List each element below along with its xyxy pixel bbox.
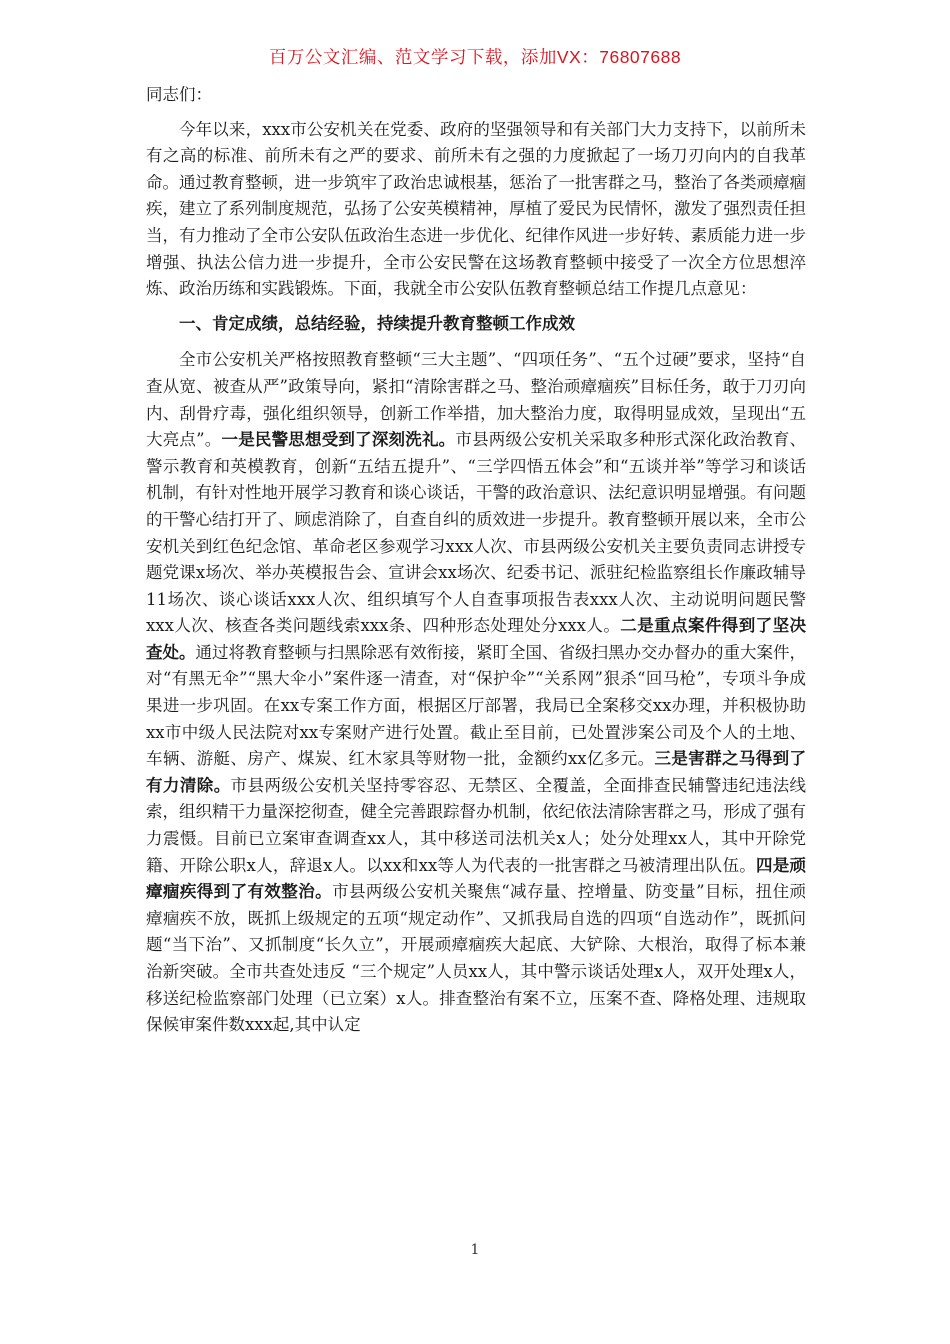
- highlight-3: 三是害群之马得到了有力清除。: [146, 749, 806, 795]
- highlight-1: 一是民警思想受到了深刻洗礼。: [221, 430, 456, 450]
- page-number: 1: [470, 1242, 480, 1258]
- document-body: [146, 82, 806, 1039]
- salutation: 同志们：: [146, 85, 212, 104]
- p1-text-d: 通过将教育整顿与扫黑除恶有效衔接，紧盯全国、省级扫黑办交办督办的重大案件，对“有黑无伞”“黑大伞小”案件逐一清查，对“保护伞”“关系网”狠杀“回马枪”，专项斗争成果进一步巩固。在xx专案工作方面，根据区厅部署，我局已全案移交xx办理，并积极协助xx市中级人民法院对xx专案财产进行处置。截止至目前，已处置涉案公司及个人的土地、车辆、游艇、房产、煤炭、红木家具等财物一批，金额约xx亿多元。: [146, 642, 806, 769]
- p1-text-a: 全市公安机关严格按照教育整顿“三大主题”、“四项任务”、“五个过硬”要求，坚持“自查从宽、被查从严”政策导向，紧扣“清除害群之马、整治顽瘴痼疾”目标任务，敢于刀刃向内、刮骨疗毒，强化组织领导，创新工作举措，加大整治力度，取得明显成效，呈现出“五大亮点”。: [146, 350, 806, 450]
- section-heading-1: 一、肯定成绩，总结经验，持续提升教育整顿工作成效: [179, 313, 575, 333]
- p1-text-e: 市县两级公安机关坚持零容忍、无禁区、全覆盖，全面排查民辅警违纪违法线索，组织精干力量深挖彻查，健全完善跟踪督办机制，依纪依法清除害群之马，形成了强有力震慑。目前已立案审查调查xx人，其中移送司法机关x人；处分处理xx人，其中开除党籍、开除公职x人，辞退x人。以xx和xx等人为代表的一批害群之马被清理出队伍。: [146, 775, 807, 875]
- highlight-4: 四是顽瘴痼疾得到了有效整治。: [146, 855, 806, 902]
- p1-text-f: 市县两级公安机关聚焦“减存量、控增量、防变量”目标，扭住顽瘴痼疾不放，既抓上级规定的五项“规定动作”、又抓我局自选的四项“自选动作”，既抓问题“当下治”、又抓制度“长久立”，开展顽瘴痼疾大起底、大铲除、大根治，取得了标本兼治新突破。全市共查处违反 “三个规定”人员xx人，其中警示谈话处理x人，双开处理x人，移送纪检监察部门处理（已立案）x人。排查整治有案不立，压案不查、降格处理、违规取保候审案件数xxx起,其中认定: [146, 882, 807, 1035]
- intro-paragraph: 今年以来，xxx市公安机关在党委、政府的坚强领导和有关部门大力支持下，以前所未有之高的标准、前所未有之严的要求、前所未有之强的力度掀起了一场刀刃向内的自我革命。通过教育整顿，进一步筑牢了政治忠诚根基，惩治了一批害群之马，整治了各类顽瘴痼疾，建立了系列制度规范，弘扬了公安英模精神，厚植了爱民为民情怀，激发了强烈责任担当，有力推动了全市公安队伍政治生态进一步优化、纪律作风进一步好转、素质能力进一步增强、执法公信力进一步提升，全市公安民警在这场教育整顿中接受了一次全方位思想淬炼、政治历练和实践锻炼。下面，我就全市公安队伍教育整顿总结工作提几点意见：: [146, 119, 806, 299]
- section-1-paragraph: [146, 347, 806, 1038]
- highlight-2: 二是重点案件得到了坚决查处。: [146, 616, 807, 662]
- p1-text-c: 市县两级公安机关采取多种形式深化政治教育、警示教育和英模教育，创新“五结五提升”、“三学四悟五体会”和“五谈并举”等学习和谈话机制，有针对性地开展学习教育和谈心谈话，干警的政治意识、法纪意识明显增强。有问题的干警心结打开了、顾虑消除了，自查自纠的质效进一步提升。教育整顿开展以来，全市公安机关到红色纪念馆、革命老区参观学习xxx人次、市县两级公安机关主要负责同志讲授专题党课x场次、举办英模报告会、宣讲会xx场次、纪委书记、派驻纪检监察组长作廉政辅导11场次、谈心谈话xxx人次、组织填写个人自查事项报告表xxx人次、主动说明问题民警xxx人次、核查各类问题线索xxx条、四种形态处理处分xxx人。: [146, 430, 807, 636]
- header-banner: 百万公文汇编、范文学习下载，添加VX：76807688: [268, 47, 682, 67]
